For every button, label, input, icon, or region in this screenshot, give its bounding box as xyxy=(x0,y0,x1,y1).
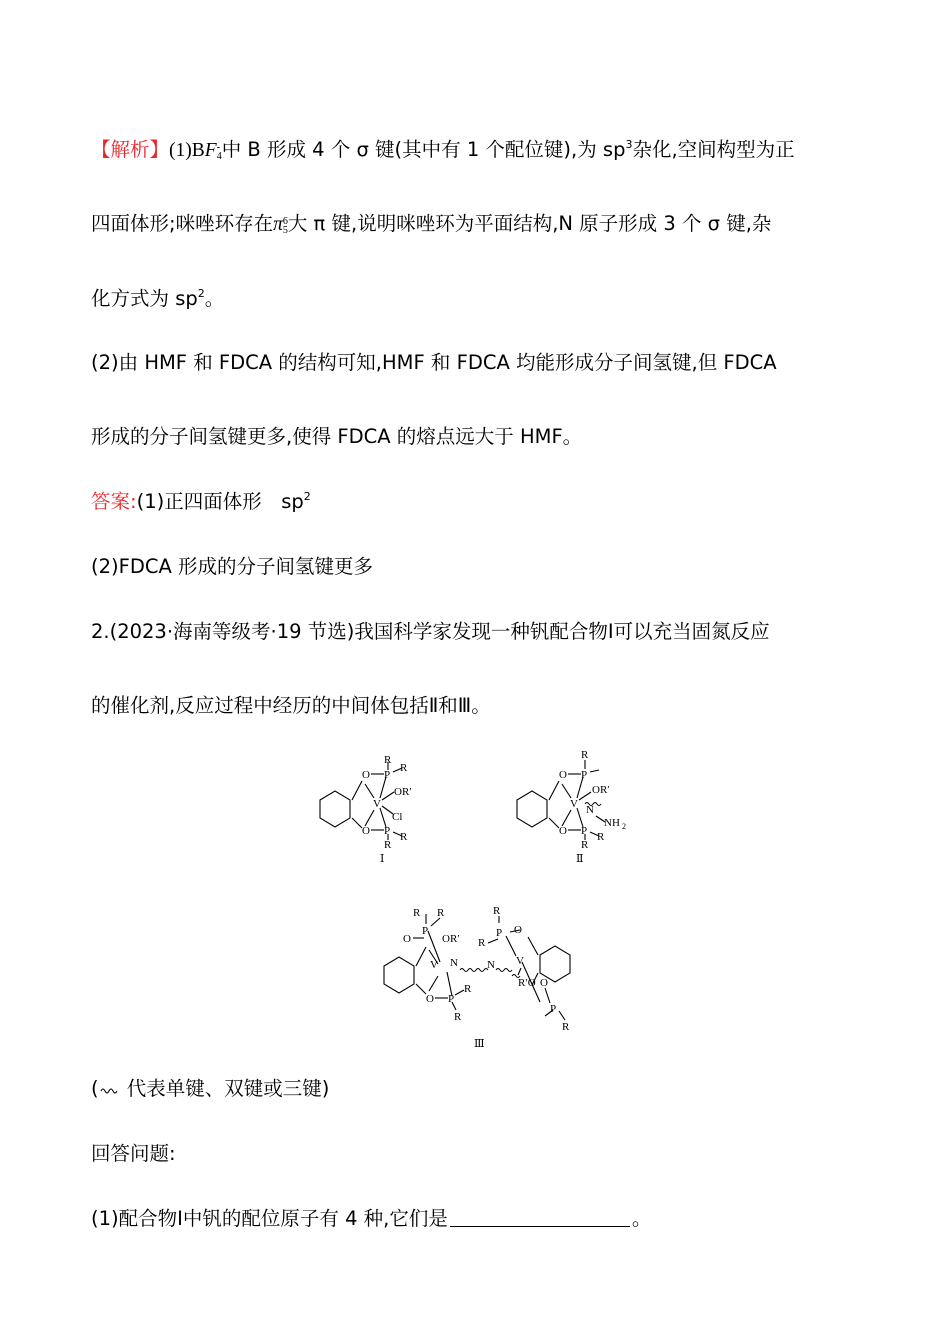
svg-text:OR′: OR′ xyxy=(394,786,412,798)
svg-text:N: N xyxy=(450,957,458,969)
svg-text:R: R xyxy=(464,983,472,995)
svg-text:O: O xyxy=(362,825,370,837)
svg-text:R: R xyxy=(581,749,589,761)
svg-text:O: O xyxy=(426,993,434,1005)
svg-text:R: R xyxy=(581,839,589,851)
svg-text:R: R xyxy=(400,831,408,843)
svg-text:R: R xyxy=(478,937,486,949)
ion-symbol: F - 4 xyxy=(204,140,222,162)
analysis-line-4: (2)由 HMF 和 FDCA 的结构可知,HMF 和 FDCA 均能形成分子间氢键,但 FDCA xyxy=(91,351,777,374)
analysis-label: 【解析】 xyxy=(91,138,170,161)
svg-text:O: O xyxy=(362,769,370,781)
squiggle-bond-icon xyxy=(99,1084,121,1096)
svg-text:R: R xyxy=(493,905,501,917)
svg-text:V: V xyxy=(516,955,524,967)
analysis-line-2: 四面体形;咪唑环存在π 6 5 大 π 键,说明咪唑环为平面结构,N 原子形成 3 个 σ 键,杂 xyxy=(91,212,772,236)
svg-text:R: R xyxy=(384,839,392,851)
svg-text:R′O: R′O xyxy=(518,977,536,989)
svg-text:P: P xyxy=(550,1003,557,1015)
svg-text:O: O xyxy=(559,769,567,781)
svg-text:V: V xyxy=(570,798,578,810)
svg-text:R: R xyxy=(413,907,421,919)
svg-text:Ⅰ: Ⅰ xyxy=(380,853,385,865)
svg-text:R: R xyxy=(437,907,445,919)
svg-text:N: N xyxy=(586,804,594,816)
svg-text:O: O xyxy=(540,977,548,989)
analysis-line-3: 化方式为 $sp^2$。 xyxy=(91,287,225,310)
svg-text:Cl: Cl xyxy=(392,811,403,823)
pi-symbol: π 6 5 xyxy=(273,214,288,236)
svg-text:O: O xyxy=(403,933,411,945)
svg-text:P: P xyxy=(422,925,429,937)
analysis-line-5: 形成的分子间氢键更多,使得 FDCA 的熔点远大于 HMF。 xyxy=(91,425,583,448)
svg-text:2: 2 xyxy=(622,822,626,831)
svg-text:Ⅱ: Ⅱ xyxy=(576,853,584,865)
analysis-line-1: 【解析】(1)BF - 4 中 B 形成 4 个 σ 键(其中有 1 个配位键),为 $sp^3$杂化,空间构型为正 xyxy=(91,138,795,162)
svg-text:R: R xyxy=(597,831,605,843)
answer-label: 答案 xyxy=(91,490,131,513)
svg-text:P: P xyxy=(448,993,455,1005)
svg-text:R: R xyxy=(400,762,408,774)
svg-text:R: R xyxy=(562,1021,570,1033)
question-2-line-2: 的催化剂,反应过程中经历的中间体包括Ⅱ和Ⅲ。 xyxy=(91,694,491,717)
svg-text:R: R xyxy=(384,754,392,766)
svg-text:P: P xyxy=(384,769,391,781)
svg-text:V: V xyxy=(430,959,438,971)
svg-text:P: P xyxy=(384,825,391,837)
sub-question-1: (1)配合物Ⅰ中钒的配位原子有 4 种,它们是 。 xyxy=(91,1207,652,1230)
svg-text:Ⅲ: Ⅲ xyxy=(474,1038,485,1050)
svg-text:OR′: OR′ xyxy=(442,933,460,945)
svg-text:P: P xyxy=(581,825,588,837)
svg-text:P: P xyxy=(581,769,588,781)
svg-text:O: O xyxy=(559,825,567,837)
answer-blank[interactable] xyxy=(450,1208,630,1227)
svg-text:O: O xyxy=(514,924,522,936)
structure-figure xyxy=(0,740,950,1050)
svg-text:N: N xyxy=(487,959,495,971)
answer-line-1: 答案:(1)正四面体形 $sp^2$ xyxy=(91,490,311,513)
question-2-line-1: 2.(2023·海南等级考·19 节选)我国科学家发现一种钒配合物Ⅰ可以充当固氮反应 xyxy=(91,620,770,643)
svg-text:OR′: OR′ xyxy=(592,784,610,796)
svg-text:R: R xyxy=(454,1011,462,1023)
svg-text:P: P xyxy=(496,927,503,939)
svg-text:NH: NH xyxy=(604,817,620,829)
prompt-line: 回答问题: xyxy=(91,1142,176,1165)
answer-line-2: (2)FDCA 形成的分子间氢键更多 xyxy=(91,555,374,578)
svg-text:V: V xyxy=(373,798,381,810)
squiggle-note: ( 代表单键、双键或三键) xyxy=(91,1077,330,1100)
